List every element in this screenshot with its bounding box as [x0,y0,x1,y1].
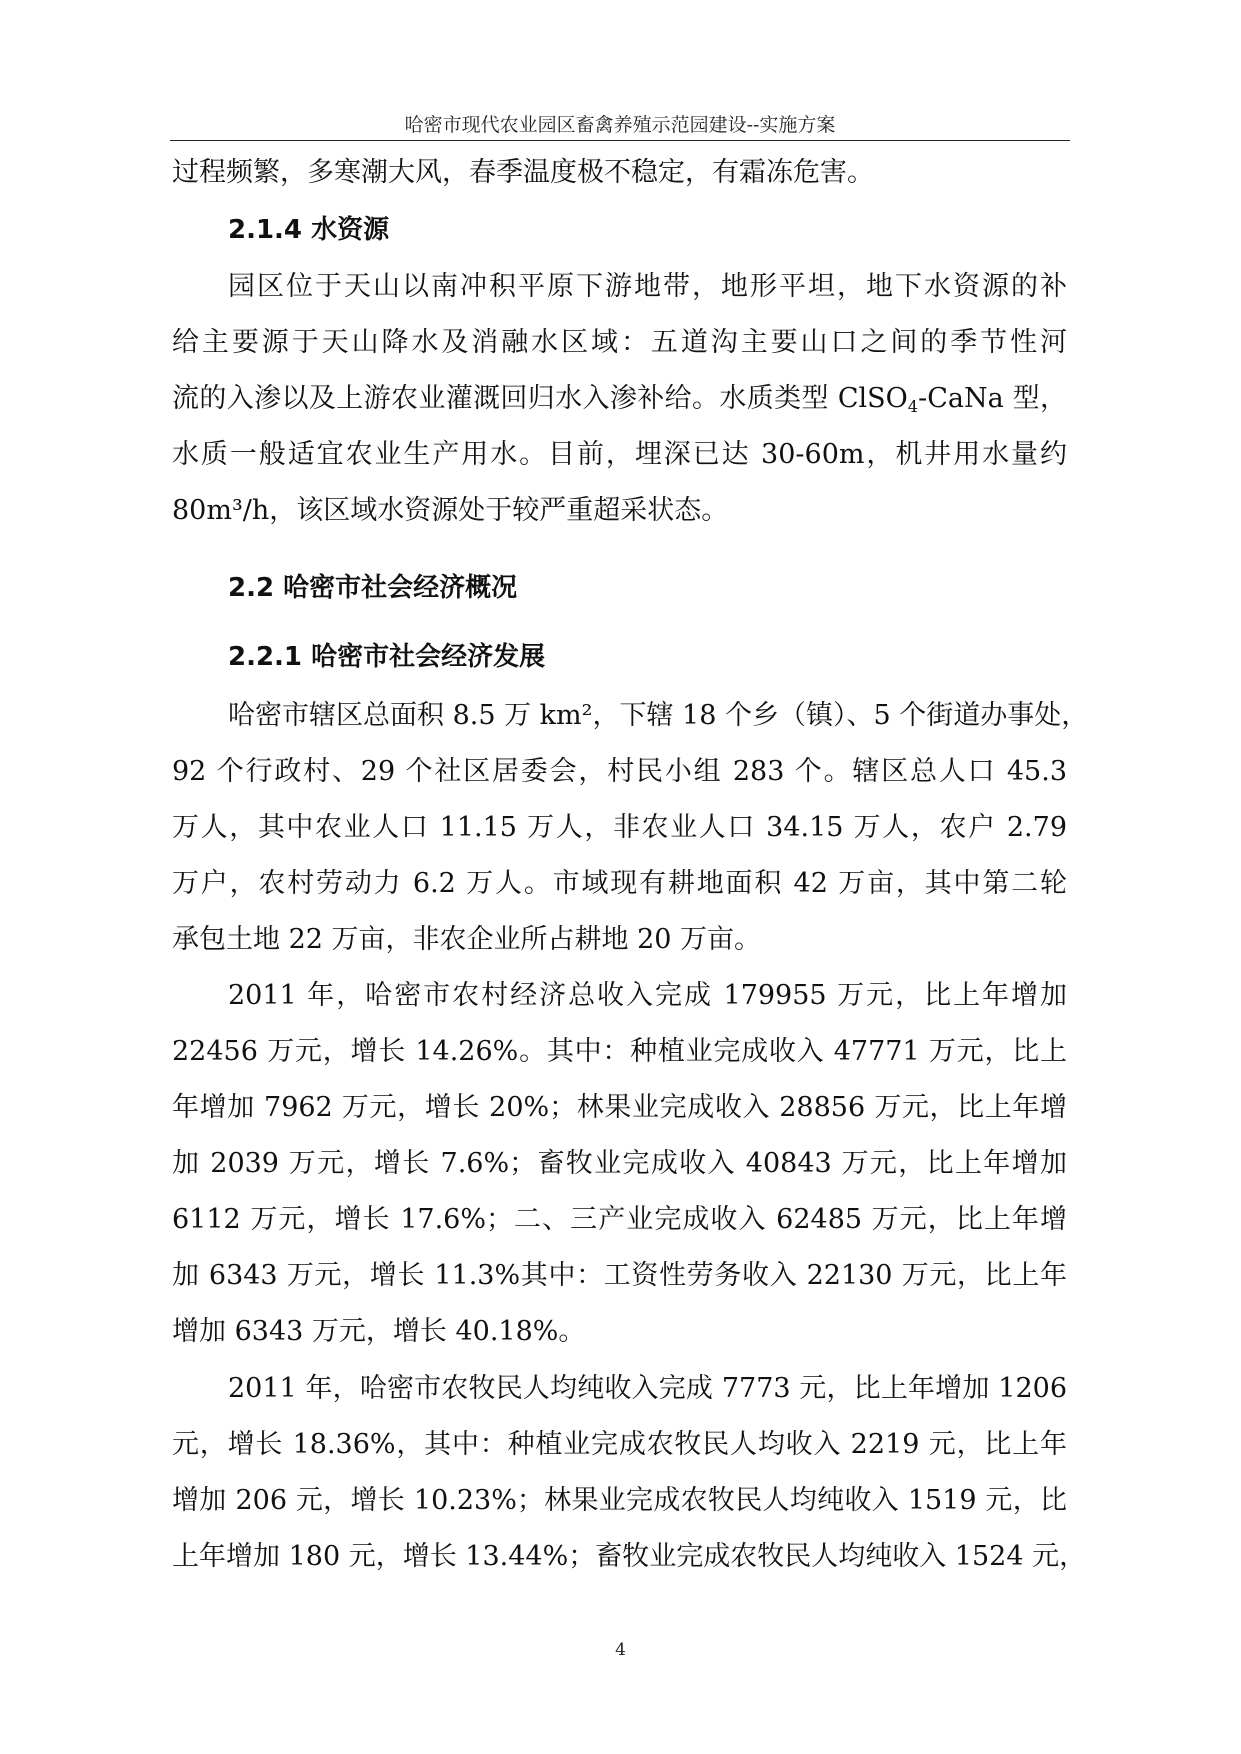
text-line: 增加 6343 万元，增长 40.18%。 [172,1316,586,1347]
section-heading-2-2: 2.2 哈密市社会经济概况 [228,573,518,603]
text-line: 过程频繁，多寒潮大风，春季温度极不稳定，有霜冻危害。 [172,157,874,188]
text-line: 22456 万元，增长 14.26%。其中：种植业完成收入 47771 万元，比上 [172,1036,1067,1067]
text-line: 哈密市辖区总面积 8.5 万 km²，下辖 18 个乡（镇）、5 个街道办事处， [228,700,1089,731]
text-line: 6112 万元，增长 17.6%；二、三产业完成收入 62485 万元，比上年增 [172,1204,1067,1235]
text-fragment: 流的入渗以及上游农业灌溉回归水入渗补给。水质类型 ClSO [172,383,908,414]
header-rule [170,140,1070,141]
text-line: 80m³/h，该区域水资源处于较严重超采状态。 [172,495,729,526]
text-line: 给主要源于天山降水及消融水区域：五道沟主要山口之间的季节性河 [172,327,1067,358]
text-line: 元，增长 18.36%，其中：种植业完成农牧民人均收入 2219 元，比上年 [172,1429,1067,1460]
text-line: 园区位于天山以南冲积平原下游地带，地形平坦，地下水资源的补 [228,271,1067,302]
section-heading-2-1-4: 2.1.4 水资源 [228,215,390,245]
text-line: 年增加 7962 万元，增长 20%；林果业完成收入 28856 万元，比上年增 [172,1092,1067,1123]
text-line [172,379,1067,419]
text-line: 92 个行政村、29 个社区居委会，村民小组 283 个。辖区总人口 45.3 [172,756,1067,787]
text-line: 万户，农村劳动力 6.2 万人。市域现有耕地面积 42 万亩，其中第二轮 [172,868,1067,899]
text-fragment: -CaNa 型， [918,383,1068,414]
text-line: 增加 206 元，增长 10.23%；林果业完成农牧民人均纯收入 1519 元，比 [172,1485,1067,1516]
subscript: 4 [907,396,919,416]
text-line: 2011 年，哈密市农牧民人均纯收入完成 7773 元，比上年增加 1206 [228,1373,1067,1404]
text-line: 2011 年，哈密市农村经济总收入完成 179955 万元，比上年增加 [228,980,1067,1011]
text-line: 加 6343 万元，增长 11.3%其中：工资性劳务收入 22130 万元，比上年 [172,1260,1067,1291]
text-line: 上年增加 180 元，增长 13.44%；畜牧业完成农牧民人均纯收入 1524 元， [172,1541,1087,1572]
text-line: 加 2039 万元，增长 7.6%；畜牧业完成收入 40843 万元，比上年增加 [172,1148,1067,1179]
running-header: 哈密市现代农业园区畜禽养殖示范园建设--实施方案 [404,114,836,136]
section-heading-2-2-1: 2.2.1 哈密市社会经济发展 [228,642,546,672]
text-line: 万人，其中农业人口 11.15 万人，非农业人口 34.15 万人，农户 2.79 [172,812,1067,843]
text-line: 承包土地 22 万亩，非农企业所占耕地 20 万亩。 [172,924,762,955]
text-line: 水质一般适宜农业生产用水。目前，埋深已达 30-60m，机井用水量约 [172,439,1067,470]
page-number: 4 [615,1640,626,1660]
